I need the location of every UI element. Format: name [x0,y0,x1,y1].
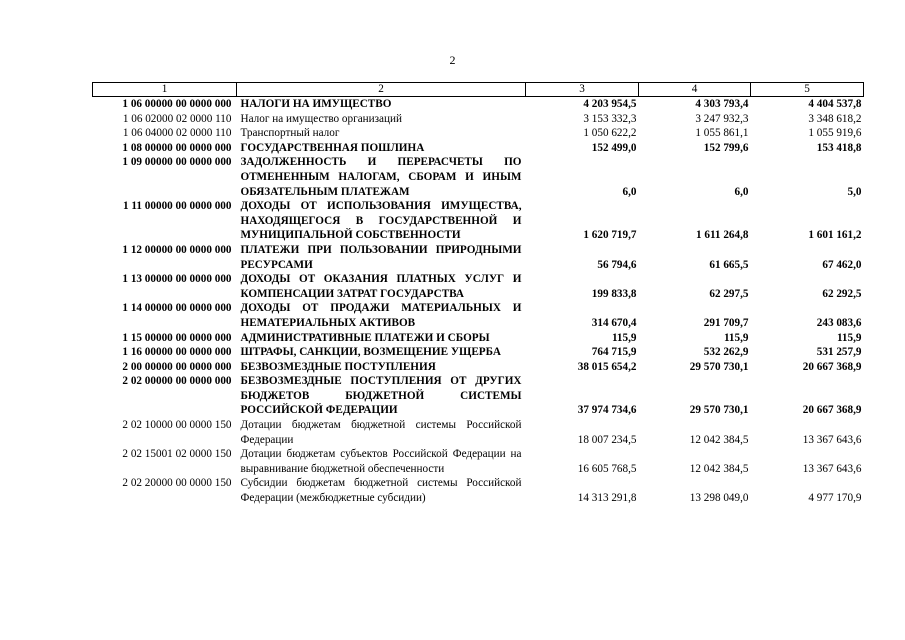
row-value-year1: 16 605 768,5 [577,462,637,475]
row-value-year3: 13 367 643,6 [802,433,862,446]
table-row [93,301,864,330]
row-value-year1: 314 670,4 [591,316,637,329]
row-code: 2 02 20000 00 0000 150 [122,477,232,490]
row-code: 2 00 00000 00 0000 000 [122,360,232,373]
row-name: АДМИНИСТРАТИВНЫЕ ПЛАТЕЖИ И СБОРЫ [240,331,490,344]
row-code: 1 06 02000 02 0000 110 [122,112,232,125]
row-code: 2 02 10000 00 0000 150 [122,419,232,432]
row-value-year3: 1 601 161,2 [808,229,862,242]
row-name: ДОХОДЫ ОТ ИСПОЛЬЗОВАНИЯ ИМУЩЕСТВА, НАХОДЯЩЕГОСЯ В ГОСУДАРСТВЕННОЙ И МУНИЦИПАЛЬНОЙ СОБСТВЕННОСТИ [240,200,522,242]
row-code: 1 06 04000 02 0000 110 [122,127,232,140]
row-code: 1 16 00000 00 0000 000 [122,346,232,359]
row-value-year2: 29 570 730,1 [689,404,749,417]
row-name: ДОХОДЫ ОТ ПРОДАЖИ МАТЕРИАЛЬНЫХ И НЕМАТЕРИАЛЬНЫХ АКТИВОВ [240,302,522,329]
table-row [93,345,864,360]
row-value-year2: 13 298 049,0 [689,492,749,505]
row-name: ПЛАТЕЖИ ПРИ ПОЛЬЗОВАНИИ ПРИРОДНЫМИ РЕСУРСАМИ [240,243,522,271]
row-value-year1: 199 833,8 [591,287,637,300]
page-number: 2 [449,53,456,67]
table-row [93,112,864,127]
row-value-year3: 531 257,9 [816,346,862,359]
row-value-year3: 4 977 170,9 [808,492,862,505]
row-value-year2: 152 799,6 [703,141,749,154]
row-value-year3: 13 367 643,6 [802,462,862,475]
row-code: 1 08 00000 00 0000 000 [122,141,232,154]
header-col-year2: 4 [639,83,751,97]
table-row [93,126,864,141]
row-value-year2: 1 055 861,1 [695,127,749,140]
row-value-year2: 12 042 384,5 [689,462,749,475]
row-code: 1 06 00000 00 0000 000 [122,98,232,110]
header-col-code: 1 [93,83,237,97]
row-value-year1: 14 313 291,8 [577,492,637,505]
row-value-year1: 115,9 [611,331,637,344]
row-value-year3: 62 292,5 [822,287,862,300]
row-value-year3: 115,9 [836,331,862,344]
row-name: НАЛОГИ НА ИМУЩЕСТВО [240,98,392,110]
budget-revenue-table [92,82,864,506]
row-code: 1 13 00000 00 0000 000 [122,273,232,286]
row-name: ШТРАФЫ, САНКЦИИ, ВОЗМЕЩЕНИЕ УЩЕРБА [240,346,501,359]
row-value-year2: 115,9 [723,331,749,344]
table-row [93,331,864,346]
row-value-year2: 29 570 730,1 [689,360,749,373]
table-row [93,272,864,301]
row-name: БЕЗВОЗМЕЗДНЫЕ ПОСТУПЛЕНИЯ [240,360,436,373]
row-code: 1 14 00000 00 0000 000 [122,302,232,315]
row-value-year1: 1 620 719,7 [583,229,637,242]
table-row [93,97,864,112]
row-code: 1 15 00000 00 0000 000 [122,331,232,344]
table-row [93,476,864,505]
row-value-year1: 18 007 234,5 [577,433,637,446]
row-name: Дотации бюджетам субъектов Российской Федерации на выравнивание бюджетной обеспеченности [240,448,522,475]
row-code: 2 02 00000 00 0000 000 [122,375,232,388]
header-col-name: 2 [237,83,526,97]
header-col-year3: 5 [751,83,864,97]
row-value-year1: 764 715,9 [591,346,637,359]
row-value-year2: 532 262,9 [703,346,749,359]
table-row [93,447,864,476]
row-value-year3: 153 418,8 [816,141,862,154]
row-value-year1: 3 153 332,3 [583,112,637,125]
row-name: Субсидии бюджетам бюджетной системы Российской Федерации (межбюджетные субсидии) [240,477,522,505]
row-value-year3: 1 055 919,6 [808,127,862,140]
row-value-year3: 3 348 618,2 [808,112,862,125]
row-code: 2 02 15001 02 0000 150 [122,448,232,461]
row-value-year3: 5,0 [847,185,862,198]
row-name: ГОСУДАРСТВЕННАЯ ПОШЛИНА [240,141,425,154]
row-value-year2: 3 247 932,3 [695,112,749,125]
row-value-year2: 291 709,7 [703,316,749,329]
row-value-year1: 152 499,0 [591,141,637,154]
table-row [93,243,864,272]
row-code: 1 12 00000 00 0000 000 [122,243,232,256]
row-value-year2: 1 611 264,8 [695,229,749,242]
row-name: ДОХОДЫ ОТ ОКАЗАНИЯ ПЛАТНЫХ УСЛУГ И КОМПЕНСАЦИИ ЗАТРАТ ГОСУДАРСТВА [240,273,522,300]
row-value-year1: 4 203 954,5 [583,98,637,110]
row-value-year1: 6,0 [622,185,637,198]
row-value-year3: 67 462,0 [822,258,862,271]
row-value-year3: 4 404 537,8 [808,98,862,110]
table-row [93,374,864,418]
row-value-year3: 20 667 368,9 [802,404,862,417]
row-name: Дотации бюджетам бюджетной системы Российской Федерации [240,419,522,446]
row-name: Налог на имущество организаций [240,112,402,125]
row-value-year2: 12 042 384,5 [689,433,749,446]
row-value-year2: 4 303 793,4 [695,98,749,110]
row-value-year3: 243 083,6 [816,316,862,329]
row-name: ЗАДОЛЖЕННОСТЬ И ПЕРЕРАСЧЕТЫ ПО ОТМЕНЕННЫМ НАЛОГАМ, СБОРАМ И ИНЫМ ОБЯЗАТЕЛЬНЫМ ПЛАТЕЖАМ [240,156,522,198]
row-value-year1: 38 015 654,2 [577,360,637,373]
table-row [93,418,864,447]
table-row [93,155,864,199]
row-name: Транспортный налог [240,127,340,140]
table-row [93,360,864,375]
table-body [93,97,864,506]
table-row [93,141,864,156]
header-col-year1: 3 [526,83,639,97]
row-value-year3: 20 667 368,9 [802,360,862,373]
row-name: БЕЗВОЗМЕЗДНЫЕ ПОСТУПЛЕНИЯ ОТ ДРУГИХ БЮДЖЕТОВ БЮДЖЕТНОЙ СИСТЕМЫ РОССИЙСКОЙ ФЕДЕРАЦИИ [240,375,522,417]
row-value-year2: 61 665,5 [709,258,749,271]
table-header-row [93,83,864,97]
row-value-year2: 6,0 [734,185,749,198]
row-code: 1 09 00000 00 0000 000 [122,156,232,169]
row-value-year1: 37 974 734,6 [577,404,637,417]
row-value-year1: 1 050 622,2 [583,127,637,140]
row-code: 1 11 00000 00 0000 000 [123,200,232,213]
table-row [93,199,864,243]
row-value-year1: 56 794,6 [597,258,637,271]
row-value-year2: 62 297,5 [709,287,749,300]
